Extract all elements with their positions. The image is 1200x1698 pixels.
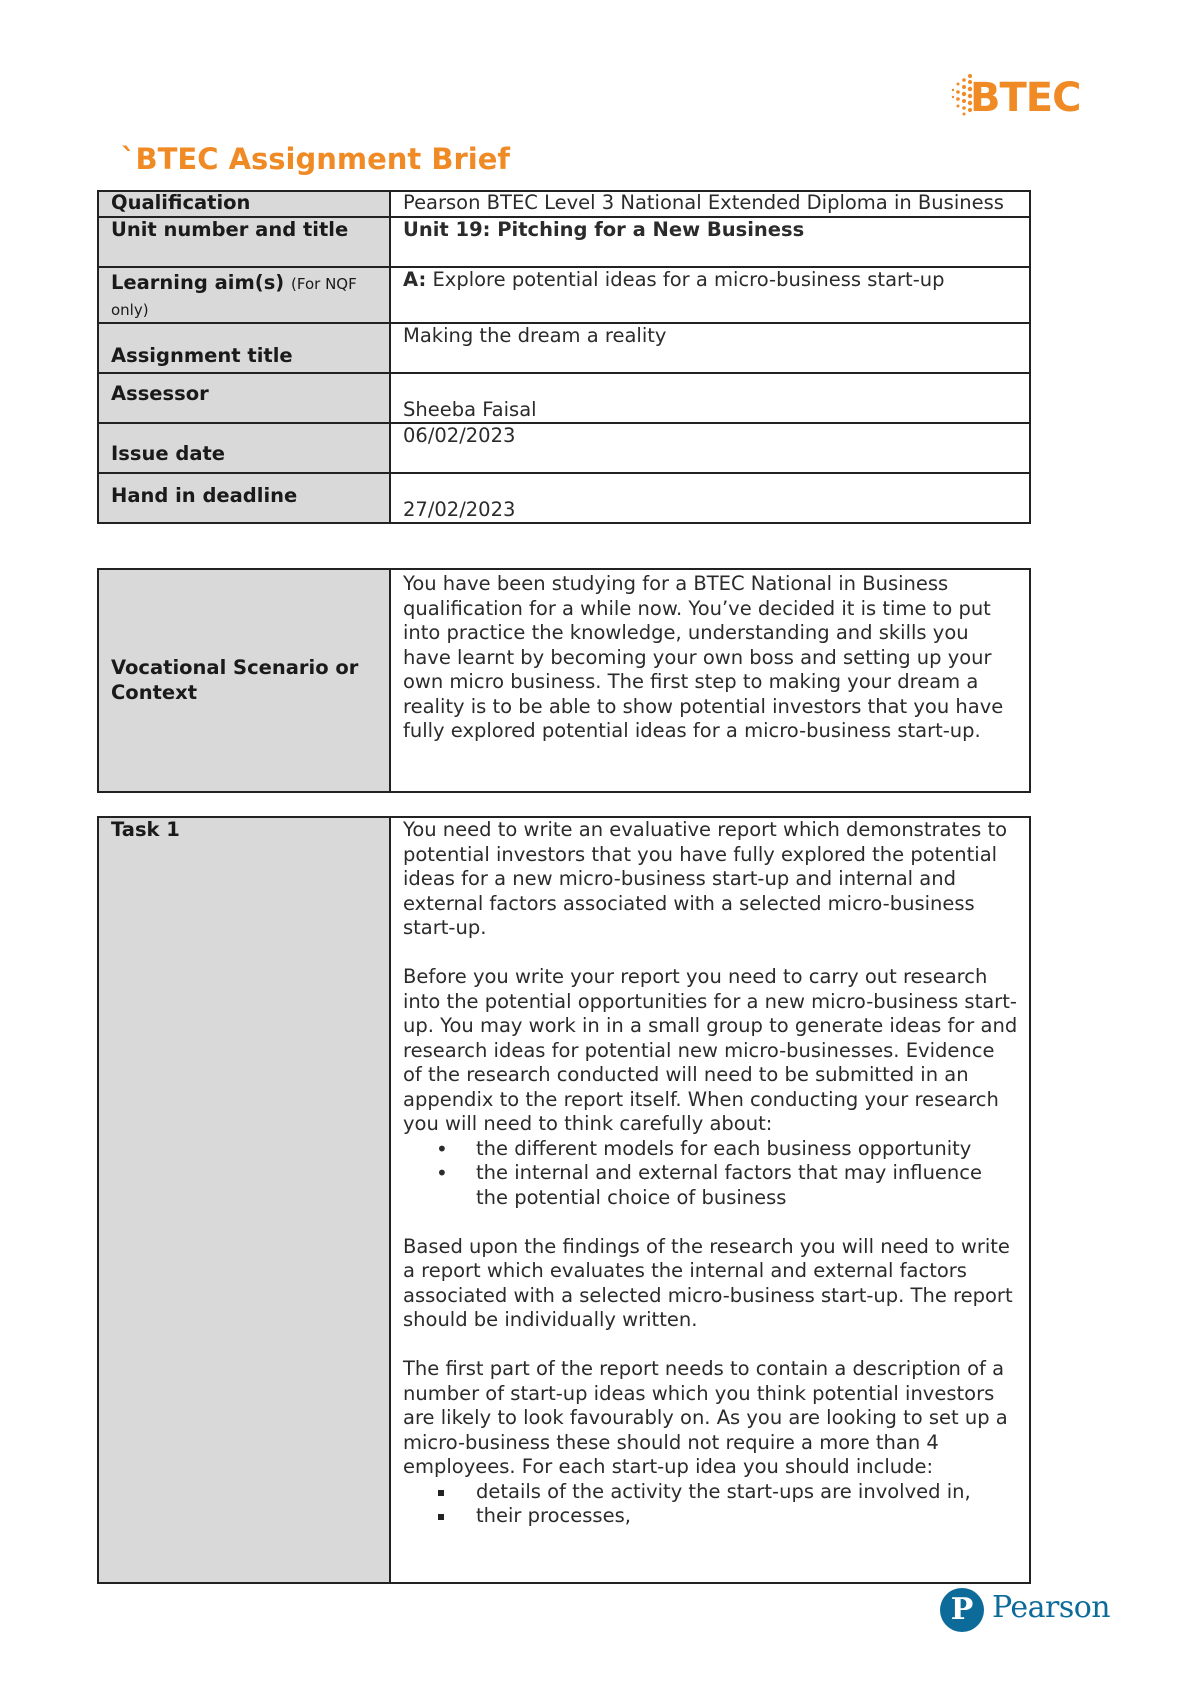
qualification-value: Pearson BTEC Level 3 National Extended Diploma in Business bbox=[390, 191, 1030, 217]
scenario-table bbox=[97, 568, 1031, 793]
deadline-label: Hand in deadline bbox=[98, 473, 390, 523]
btec-logo bbox=[948, 72, 1098, 124]
research-considerations-list bbox=[403, 1137, 1019, 1211]
list-item: • the internal and external factors that may influence the potential choice of business bbox=[403, 1161, 1019, 1210]
task1-content bbox=[390, 817, 1030, 1583]
btec-logo-text: BTEC bbox=[970, 75, 1081, 121]
pearson-logo-text: Pearson bbox=[992, 1590, 1111, 1625]
task1-table bbox=[97, 816, 1031, 1584]
page-title: `BTEC Assignment Brief bbox=[121, 142, 511, 176]
task1-paragraph-1: You need to write an evaluative report which demonstrates to potential investors that you have fully explored the potential ideas for a new micro-business start-up and internal and external factors associated with a selected micro-business start-up. bbox=[403, 818, 1008, 939]
scenario-label: Vocational Scenario or Context bbox=[98, 569, 390, 792]
table-row bbox=[98, 191, 1030, 217]
learning-aims-label: Learning aim(s) bbox=[111, 271, 285, 294]
table-row bbox=[98, 473, 1030, 523]
assignment-title-value: Making the dream a reality bbox=[390, 323, 1030, 373]
assessor-value: Sheeba Faisal bbox=[390, 373, 1030, 423]
scenario-text: You have been studying for a BTEC National in Business qualification for a while now. You’ve decided it is time to put into practice the knowledge, understanding and skills you have learnt by becoming your own boss and setting up your own micro business. The first step to making your dream a reality is to be able to show potential investors that you have fully explored potential ideas for a micro-business start-up. bbox=[390, 569, 1030, 792]
deadline-value: 27/02/2023 bbox=[390, 473, 1030, 523]
learning-aim-prefix: A: bbox=[403, 268, 427, 291]
list-item: details of the activity the start-ups are involved in, bbox=[403, 1480, 1019, 1505]
learning-aims-note: (For NQF only) bbox=[111, 275, 357, 319]
table-row bbox=[98, 323, 1030, 373]
pearson-logo-letter: P bbox=[950, 1592, 974, 1627]
table-row bbox=[98, 423, 1030, 473]
task1-paragraph-3: Based upon the findings of the research you will need to write a report which evaluates the internal and external factors associated with a selected micro-business start-up. The report should be individually written. bbox=[403, 1234, 1013, 1331]
assignment-title-label: Assignment title bbox=[98, 323, 390, 373]
table-row bbox=[98, 373, 1030, 423]
table-row bbox=[98, 267, 1030, 323]
pearson-p-icon bbox=[940, 1588, 984, 1632]
unit-label: Unit number and title bbox=[98, 217, 390, 267]
unit-value: Unit 19: Pitching for a New Business bbox=[390, 217, 1030, 267]
learning-aim-value: Explore potential ideas for a micro-business start-up bbox=[432, 268, 945, 291]
table-row bbox=[98, 569, 1030, 792]
qualification-label: Qualification bbox=[98, 191, 390, 217]
startup-details-list bbox=[403, 1480, 1019, 1529]
assessor-label: Assessor bbox=[98, 373, 390, 423]
pearson-logo bbox=[940, 1586, 1111, 1638]
task1-paragraph-2: Before you write your report you need to carry out research into the potential opportunities for a new micro-business start-up. You may work in in a small group to generate ideas for and research ideas for potential new micro-businesses. Evidence of the research conducted will need to be submitted in an appendix to the report itself. When conducting your research you will need to think carefully about: bbox=[403, 965, 1018, 1135]
task1-label: Task 1 bbox=[98, 817, 390, 1583]
table-row bbox=[98, 217, 1030, 267]
assignment-details-table bbox=[97, 190, 1031, 524]
learning-aims-label-cell bbox=[98, 267, 390, 323]
issue-date-value: 06/02/2023 bbox=[390, 423, 1030, 473]
task1-paragraph-4: The first part of the report needs to contain a description of a number of start-up ideas which you think potential investors are likely to look favourably on. As you are looking to set up a micro-business these should not require a more than 4 employees. For each start-up idea you should include: bbox=[403, 1357, 1008, 1478]
list-item: • the different models for each business opportunity bbox=[403, 1137, 1019, 1162]
issue-date-label: Issue date bbox=[98, 423, 390, 473]
learning-aims-value-cell bbox=[390, 267, 1030, 323]
list-item: their processes, bbox=[403, 1504, 1019, 1529]
table-row bbox=[98, 817, 1030, 1583]
